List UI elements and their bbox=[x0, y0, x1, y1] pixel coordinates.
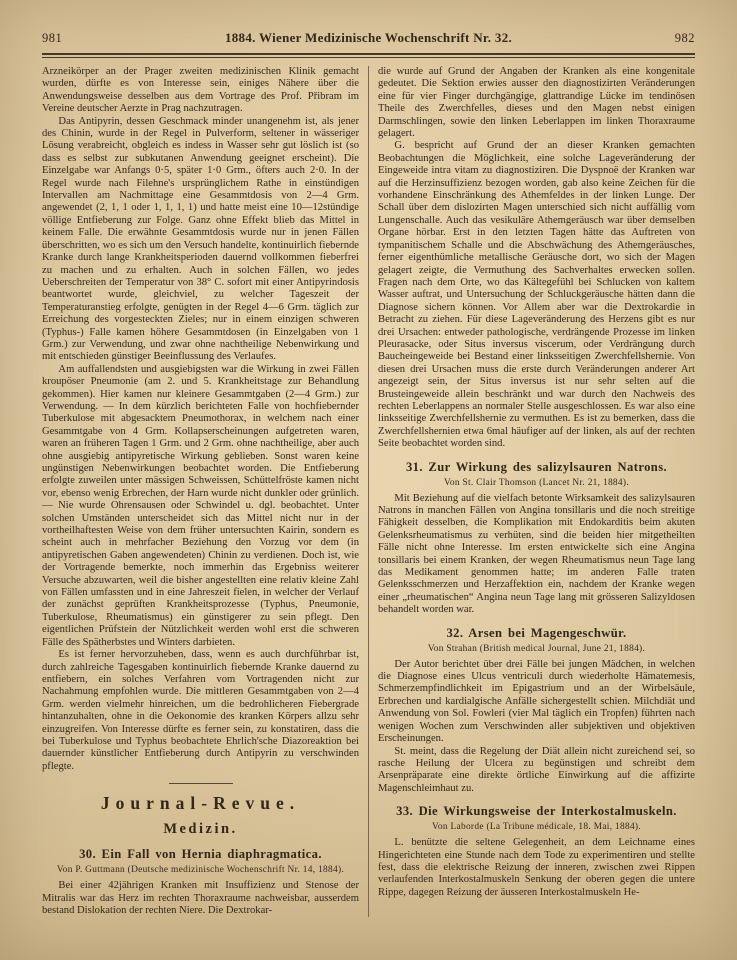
page-number-right: 982 bbox=[674, 31, 695, 45]
page-number-left: 981 bbox=[42, 31, 63, 45]
section-divider-rule bbox=[169, 783, 233, 784]
body-paragraph: Das Antipyrin, dessen Geschmack minder unangenehm ist, als jener des Chinin, wurde in der Regel in Pulverform, seltener in wässeriger Lösung verabreicht, obgleich es indess in Wasser sehr gut löslich ist (so dass es selbst zur subkutanen Anwendung geeignet erscheint). Die Einzelgabe war Anfangs 0·5, später 1·0 Grm., öfters auch 2·0. In der Regel wurde nach Filehne's ursprünglichem Rathe in einstündigen Intervallen am Nachmittage eine Gesammtdosis von 2—4 Grm. angewendet (2, 1, 1 oder 1, 1, 1, 1) und hatte meist eine 10—12stündige völlige Entfieberung zur Folge. Ganz ohne Effekt blieb das Mittel in keinem Falle. Die erwähnte Gesammtdosis wurde nur in jenen Fällen überschritten, wo es sich um den Versuch handelte, kontinuirlich fiebernde Kranke durch lange Krankheitsperioden dauernd vollkommen fieberfrei zu machen und zu erhalten. Auch in solchen Fällen, wo jedes Ueberschreiten der Temperatur von 38° C. sofort mit einer Antipyrindosis beantwortet wurde, gleichviel, zu welcher Tageszeit der Temperaturanstieg erfolgte, genügten in der Regel 4—6 Grm. täglich zur Erreichung des vorgesteckten Zieles; nur in einem einzigen schweren (Typhus-) Falle kamen höhere Gesammtdosen (in Einzelgaben von 1 Grm.) zur Verwendung, und zwar ohne nachtheilige Nebenwirkung und mit entschieden günstiger Beeinflussung des Verlaufes. bbox=[42, 115, 359, 363]
two-column-body bbox=[42, 66, 695, 917]
article-31-title: 31. Zur Wirkung des salizylsauren Natrons. bbox=[405, 459, 668, 474]
body-paragraph: L. benützte die seltene Gelegenheit, an dem Leichname eines Hingerichteten eine Stunde nach dem Tode zu experimentiren und stellte fest, dass die elektrische Reizung der inneren, zwischen zwei Rippen verlaufenden Interkostalmuskeln Senkung der oberen gegen die untere Rippe, dagegen Reizung der äusseren Interkostalmuskeln He- bbox=[378, 837, 695, 898]
article-30-byline: Von P. Guttmann (Deutsche medizinische Wochenschrift Nr. 14, 1884). bbox=[56, 865, 345, 876]
body-paragraph: Es ist ferner hervorzuheben, dass, wenn es auch durchführbar ist, durch zahlreiche Tagesgaben kontinuirlich fiebernde Kranke dauernd zu entfiebern, ein solches Verfahren vom Vortragenden nicht zur Nachahmung empfohlen wurde. Die mittleren Gesammtgaben von 2—4 Grm. werden vielmehr hinreichen, um die bedrohlicheren Fiebergrade hintanzuhalten, ohne in die Oekonomie des kranken Körpers allzu sehr einzugreifen. Von Interesse dürfte es ferner sein, zu konstatiren, dass die bei Tuberkulose und Typhus beobachtete Ehrlich'sche Diazoreaktion bei dauernder künstlicher Entfieberung durch Antipyrin zu verschwinden pflegte. bbox=[42, 649, 359, 772]
article-32-byline: Von Strahan (British medical Journal, June 21, 1884). bbox=[427, 643, 646, 654]
article-30-title: 30. Ein Fall von Hernia diaphragmatica. bbox=[79, 847, 322, 862]
header-rule bbox=[42, 53, 695, 58]
body-paragraph: Arzneikörper an der Prager zweiten medizinischen Klinik gemacht wurden, dürfte es von Interesse sein, einiges Nähere über die Anwendungsweise desselben aus dem Vortrage des Prof. Přibram im Vereine deutscher Aerzte in Prag nachzutragen. bbox=[42, 66, 359, 115]
left-column bbox=[42, 66, 359, 917]
journal-revue-heading: Journal-Revue. bbox=[100, 793, 301, 814]
body-paragraph: Am auffallendsten und ausgiebigsten war die Wirkung in zwei Fällen kroupöser Pneumonie (am 2. und 5. Krankheitstage zur Behandlung gekommen). Hier kamen nur kleinere Gesammtgaben (2—4 Grm.) zur Verwendung. — In dem kürzlich berichteten Falle von hochfiebernder Tuberkulose mit abgesacktem Pneumothorax, in welchem nach einer Gesammtgabe von 4 Grm. Kollapserscheinungen aufgetreten waren, waren an früheren Tagen 1 Grm. und 2 Grm. ohne nachtheilige, aber auch ohne ausgiebig antipyretische Wirkung geblieben. Sonst waren keine ungünstigen Nebenwirkungen beobachtet worden. Die Entfieberung erfolgte zuweilen unter mässigen Schweissen, Schüttelfröste kamen nicht vor, ebenso wenig Erbrechen, der Harn wurde nicht dunkler oder grünlich. — Nie wurde Ohrensausen oder Schwindel u. dgl. beobachtet. Unter solchen Umständen unterscheidet sich das Mittel nicht nur in der vortheilhaftesten Weise von dem früher untersuchten Kairin, sondern es scheint auch in mehrfacher Beziehung den Vorzug vor dem (in antipyretischen Gaben angewendeten) Chinin zu verdienen. Doch ist, wie der Vortragende bemerkte, noch immerhin das Ergebniss weiterer Versuche abzuwarten, weil die bisher angestellten eine relativ kleine Zahl von Fällen umfassten und in eine Jahreszeit fielen, in welcher der Verlauf der zunächst geprüften Krankheitsprozesse (Typhus, Pneumonie, Tuberkulose, Rheumatismus) ein günstigerer zu sein pflegt. Den eigentlichen Prüfstein der Nützlichkeit werden wohl erst die schweren Fälle des Spätherbstes und Winters darbieten. bbox=[42, 363, 359, 648]
body-paragraph: die wurde auf Grund der Angaben der Kranken als eine kongenitale gedeutet. Die Sektion erwies ausser den diagnostizirten Veränderungen eine für vier Finger durchgängige, glattrandige Lücke im tendinösen Theile des Zwerchfelles, dieses und den Magen nebst einigen Darmschlingen, sowie den linken Leberlappen im linken Thoraxraume gelagert. bbox=[378, 66, 695, 140]
page-header bbox=[42, 30, 695, 46]
body-paragraph: St. meint, dass die Regelung der Diät allein nicht zureichend sei, so rasche Heilung der Ulcera zu begünstigen und schreibt dem Arsenpräparate eine direkte örtliche Einwirkung auf die affizirte Magenschleimhaut zu. bbox=[378, 745, 695, 794]
column-divider-rule bbox=[368, 66, 369, 917]
article-33-byline: Von Laborde (La Tribune médicale, 18. Mai, 1884). bbox=[431, 822, 642, 833]
right-column bbox=[378, 66, 695, 917]
journal-title: 1884. Wiener Medizinische Wochenschrift Nr. 32. bbox=[224, 30, 513, 45]
body-paragraph: G. bespricht auf Grund der an dieser Kranken gemachten Beobachtungen die Möglichkeit, eine solche Lageveränderung der Eingeweide intra vitam zu diagnostiziren. Die Dyspnoë der Kranken war auf die Herzinsuffizienz bezogen worden, gab also keine Zeichen für die vorhandene Einschränkung des Athemfeldes in der linken Lunge. Der Schall über dem dislozirten Magen unterschied sich nicht auffällig vom Lungenschalle. Auch das vesikuläre Athemgeräusch war über demselben Organe hörbar. Erst in den letzten Tagen hätte das Auftreten von tympanitischem Schalle und die Abschwächung des Athemgeräusches, ferner eigenthümliche metallische Geräusche dort, wo sich der Magen gelagert zeigte, die Vermuthung des Sachverhaltes erwecken sollen. Fragen nach dem Orte, wo das Kältegefühl bei Schlucken von kaltem Wasser auftrat, und Untersuchung der Schluckgeräusche hätten dann die Diagnose sichern können. Vor Allem aber war die Dextrokardie in Betracht zu ziehen. Für diese Lageveränderung des Herzens gibt es nur drei Ursachen: entweder pathologische, verdrängende Prozesse im linken Pleurasacke, oder Situs inversus viscerum, oder Verdrängung durch Baucheingeweide bei Bestand einer linksseitigen Zwerchfellshernie. Von diesen drei Ursachen muss die erste durch Veränderungen anderer Art angezeigt sein, der Situs inversus ist nur sehr selten auf die Brusteingeweide allein beschränkt und war durch den Nachweis des rechten Leberlappens an normaler Stelle ausgeschlossen. Es war also eine linksseitige Zwerchfellshernie zu vermuthen. Es ist zu bemerken, dass die Zwerchfellshernien etwa 6mal häufiger auf der linken, als auf der rechten Seite beobachtet worden sind. bbox=[378, 140, 695, 450]
body-paragraph: Bei einer 42jährigen Kranken mit Insuffizienz und Stenose der Mitralis war das Herz im rechten Thoraxraume nachweisbar, ausserdem bestand Dislokation der rechten Niere. Die Dextrokar- bbox=[42, 880, 359, 916]
medizin-heading: Medizin. bbox=[163, 821, 238, 838]
body-paragraph: Mit Beziehung auf die vielfach betonte Wirksamkeit des salizylsauren Natrons in manchen Fällen von Angina tonsillaris und die noch streitige Fähigkeit desselben, die Komplikation mit Endokarditis beim akuten Gelenksrheumatismus zu verhüten, sind die beiden hier mitgetheilten Fälle nicht ohne Interesse. Im ersten entwickelte sich eine Angina tonsillaris bei einem Kranken, der wegen Rheumatismus neun Tage lang das Medikament genommen hatte; im anderen Falle traten Gelenksschmerzen und Herzaffektion ein, nachdem der Kranke wegen einer „rheumatischen“ Angina neun Tage lang mit grösseren Salizyldosen behandelt worden war. bbox=[378, 492, 695, 616]
article-31-byline: Von St. Clair Thomson (Lancet Nr. 21, 1884). bbox=[444, 477, 629, 488]
article-32-title: 32. Arsen bei Magengeschwür. bbox=[446, 625, 627, 640]
article-33-title: 33. Die Wirkungsweise der Interkostalmuskeln. bbox=[396, 804, 677, 819]
body-paragraph: Der Autor berichtet über drei Fälle bei jungen Mädchen, in welchen die Diagnose eines Ulcus ventriculi durch wiederholte Hämatemesis, Schmerzempfindlichkeit im Epigastrium und an der Wirbelsäule, Erbrechen und kardialgische Anfälle sichergestellt schien. Milchdiät und Anwendung von Sol. Fowleri (vier Mal täglich ein Tropfen) führten nach wenigen Wochen zum Verschwinden aller subjektiven und objektiven Erscheinungen. bbox=[378, 658, 695, 745]
